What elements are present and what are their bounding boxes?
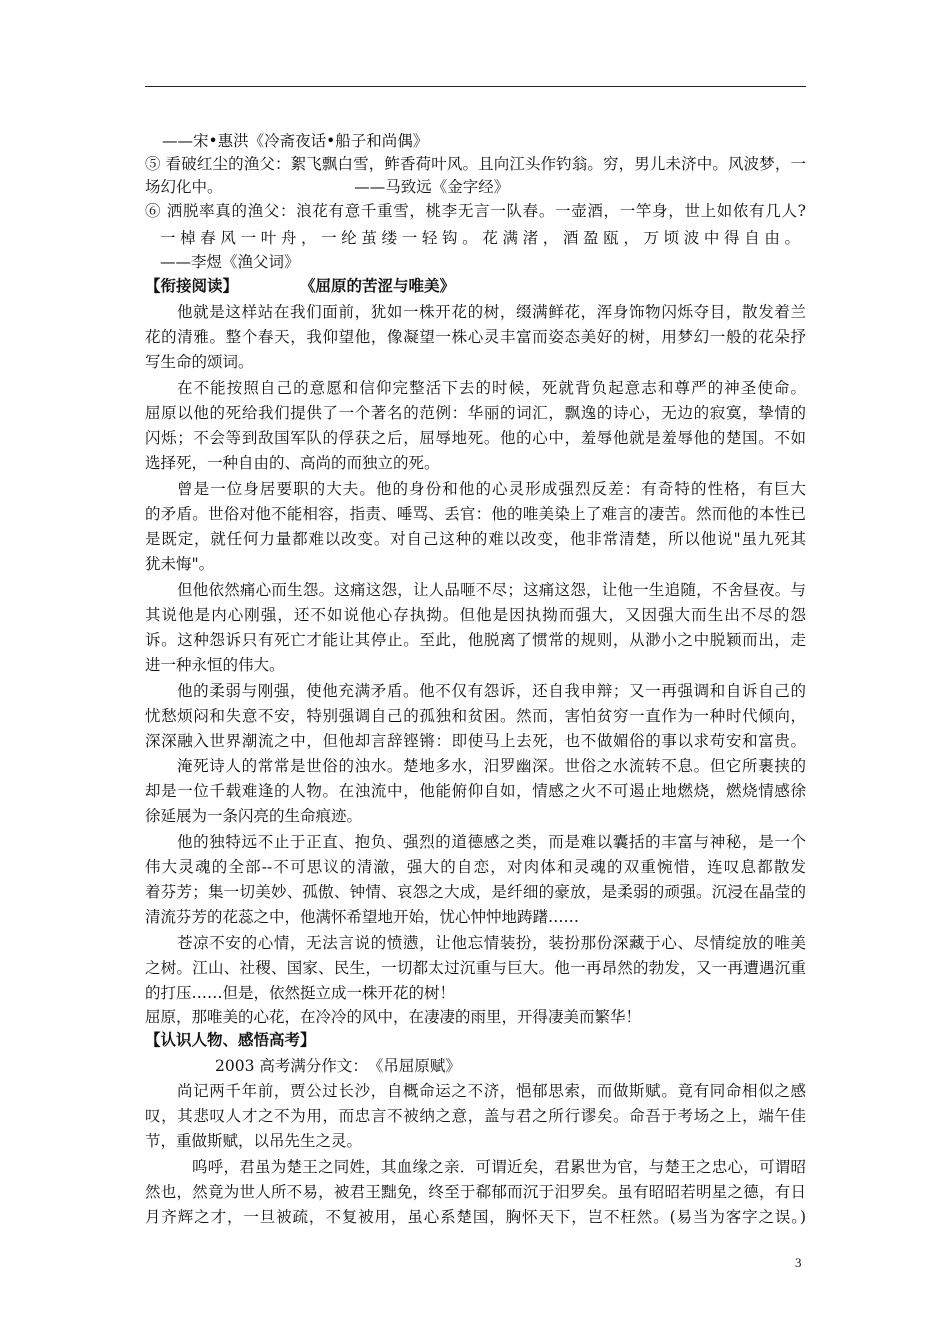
text-line: 是既定，就任何力量都难以改变。对自己这种的难以改变，他非常清楚，所以他说"虽九死其: [145, 530, 806, 548]
text-line: ⑤ 看破红尘的渔父：絮飞飘白雪，鲊香荷叶风。且向江头作钓翁。穷，男儿未济中。风波梦，一: [145, 155, 806, 173]
text-line: 选择死，一种自由的、高尚的而独立的死。: [145, 454, 440, 472]
text-line: 诉。这种怨诉只有死亡才能让其停止。至此，他脱离了惯常的规则，从渺小之中脱颖而出，走: [145, 631, 806, 649]
header-rule: [145, 86, 806, 87]
text-line: 尚记两千年前，贾公过长沙，自概命运之不济，悒郁思索，而做斯赋。竟有同命相似之感: [177, 1082, 806, 1100]
text-line: 曾是一位身居要职的大夫。他的身份和他的心灵形成强烈反差：有奇特的性格，有巨大: [177, 480, 806, 498]
text-line: 清流芬芳的花蕊之中，他满怀希望地开始，忧心忡忡地踌躇……: [145, 908, 580, 926]
text-line: 着芬芳；集一切美妙、孤傲、钟情、哀怨之大成，是纤细的豪放，是柔弱的顽强。沉浸在晶莹的: [145, 883, 806, 901]
text-line: 但他依然痛心而生怨。这痛这怨，让人品咂不尽；这痛这怨，让他一生追随，不舍昼夜。与: [177, 581, 806, 599]
text-line: ⑥ 洒脱率真的渔父：浪花有意千重雪，桃李无言一队春。一壶酒，一竿身，世上如侬有几人?: [145, 202, 806, 220]
text-line: 场幻化中。 ——马致远《金字经》: [145, 178, 510, 196]
text-line: ——宋•惠洪《冷斋夜话•船子和尚偶》: [162, 132, 429, 150]
text-line: 深深融入世界潮流之中，但他却言辞铿锵：即使马上去死，也不做媚俗的事以求苟安和富贵。: [145, 732, 806, 750]
text-line: 一棹春风一叶舟，一纶茧缕一轻钩。花满渚，酒盈瓯，万顷波中得自由。: [160, 229, 800, 247]
text-line: 其说他是内心刚强，还不如说他心存执拗。但他是因执拗而强大，又因强大而生出不尽的怨: [145, 606, 806, 624]
text-line: 写生命的颂词。: [145, 353, 254, 371]
page-number: 3: [795, 1255, 802, 1270]
essay-title: 2003 高考满分作文： 《吊屈原赋》: [215, 1057, 461, 1075]
text-line: 却是一位千载难逢的人物。在浊流中，他能俯仰自如，情感之火不可遏止地燃烧，燃烧情感徐: [145, 782, 806, 800]
text-line: 伟大灵魂的全部--不可思议的清澈，强大的自恋，对肉体和灵魂的双重惋惜，连叹息都散发: [145, 858, 806, 876]
text-line: 淹死诗人的常常是世俗的浊水。楚地多水，汨罗幽深。世俗之水流转不息。但它所裹挟的: [177, 757, 806, 775]
text-line: 徐延展为一条闪亮的生命痕迹。: [145, 807, 363, 825]
text-line: 叹，其悲叹人才之不为用，而忠言不被纳之意，盖与君之所行谬矣。命吾于考场之上，端午佳: [145, 1107, 806, 1125]
text-line: 他的独特远不止于正直、抱负、强烈的道德感之类，而是难以囊括的丰富与神秘，是一个: [177, 833, 806, 851]
text-line: 花的清雅。整个春天，我仰望他，像凝望一株心灵丰富而姿态美好的树，用梦幻一般的花朵抒: [145, 328, 806, 346]
text-line: 他的柔弱与刚强，使他充满矛盾。他不仅有怨诉，还自我申辩；又一再强调和自诉自己的: [177, 682, 806, 700]
text-line: 犹未悔"。: [145, 555, 215, 573]
text-line: 月齐辉之才，一旦被疏，不复被用，虽心系楚国，胸怀天下，岂不枉然。(易当为客字之误。): [145, 1208, 806, 1226]
section-heading: 【认识人物、感悟高考】: [145, 1030, 316, 1049]
text-line: 他就是这样站在我们面前，犹如一株开花的树，缀满鲜花，浑身饰物闪烁夺目，散发着兰: [177, 303, 806, 321]
text-line: 之树。江山、社稷、国家、民生，一切都太过沉重与巨大。他一再昂然的勃发，又一再遭遇沉重: [145, 959, 806, 977]
text-line: 忧愁烦闷和失意不安，特别强调自己的孤独和贫困。然而，害怕贫穷一直作为一种时代倾向，: [145, 707, 806, 725]
text-line: ——李煜《渔父词》: [160, 253, 300, 271]
text-line: 闪烁；不会等到敌国军队的俘获之后，屈辱地死。他的心中，羞辱他就是羞辱他的楚国。不如: [145, 429, 806, 447]
text-line: 节，重做斯赋，以吊先生之灵。: [145, 1132, 363, 1150]
text-line: 然也，然竟为世人所不易，被君王黜免，终至于郗郁而沉于汨罗矣。虽有昭昭若明星之德，有日: [145, 1183, 806, 1201]
text-line: 的矛盾。世俗对他不能相容，指责、唾骂、丢官：他的唯美染上了难言的凄苦。然而他的本性已: [145, 505, 806, 523]
text-line: 进一种永恒的伟大。: [145, 656, 285, 674]
section-heading: 【衔接阅读】 《屈原的苦涩与唯美》: [145, 276, 456, 295]
text-line: 呜呼，君虽为楚王之同姓，其血缘之亲．可谓近矣，君累世为官，与楚王之忠心，可谓昭: [192, 1158, 806, 1176]
text-line: 在不能按照自己的意愿和信仰完整活下去的时候，死就背负起意志和尊严的神圣使命。: [177, 379, 806, 397]
text-line: 的打压……但是，依然挺立成一株开花的树！: [145, 984, 456, 1002]
text-line: 屈原，那唯美的心花，在冷冷的风中，在凄凄的雨里，开得凄美而繁华！: [145, 1008, 642, 1026]
text-line: 苍凉不安的心情，无法言说的愤懑，让他忘情装扮，装扮那份深藏于心、尽情绽放的唯美: [177, 934, 806, 952]
text-line: 屈原以他的死给我们提供了一个著名的范例：华丽的词汇，飘逸的诗心，无边的寂寞，挚情的: [145, 404, 806, 422]
